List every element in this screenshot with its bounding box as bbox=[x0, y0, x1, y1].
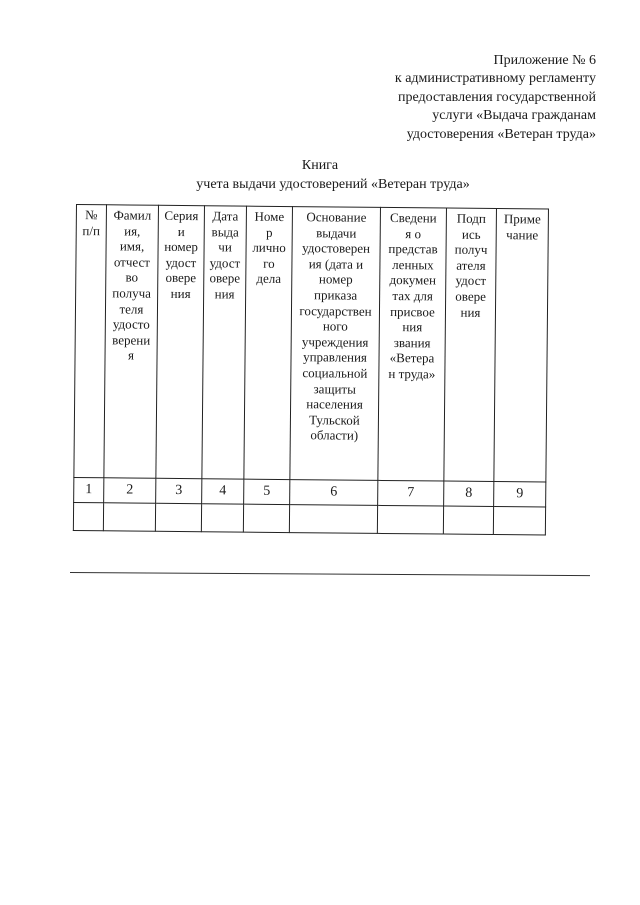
header-cell-line: получ bbox=[454, 241, 488, 258]
header-cell-line: овере bbox=[165, 270, 197, 286]
table-cell bbox=[155, 503, 201, 531]
table-cell bbox=[289, 505, 377, 534]
registry-table bbox=[73, 204, 549, 536]
bottom-divider bbox=[70, 572, 590, 576]
header-cell-line: имя, bbox=[119, 238, 145, 254]
header-cell-line: удост bbox=[165, 254, 197, 270]
header-cell bbox=[378, 207, 447, 481]
header-cell bbox=[290, 207, 381, 481]
appendix-line: предоставления государственной bbox=[397, 89, 596, 105]
column-number-cell: 2 bbox=[104, 478, 156, 503]
header-cell-line: номер bbox=[318, 271, 353, 288]
header-cell-line: удостоверен bbox=[302, 240, 371, 257]
header-cell-line: Дата bbox=[212, 208, 239, 224]
header-cell-line: ния bbox=[214, 286, 235, 302]
header-cell-line: области) bbox=[310, 427, 359, 444]
header-cell-line: чание bbox=[506, 226, 539, 243]
header-cell-line: лично bbox=[252, 239, 286, 256]
header-cell-line: Сведени bbox=[389, 210, 437, 226]
header-cell-line: Основание bbox=[306, 209, 367, 225]
header-cell-line: ния bbox=[170, 285, 191, 302]
table-cell bbox=[377, 505, 443, 534]
header-cell-line: ного bbox=[322, 318, 348, 334]
header-cell-line: Номе bbox=[254, 208, 285, 224]
header-cell-line: во bbox=[125, 269, 139, 285]
header-cell-line: чи bbox=[218, 239, 232, 255]
header-cell-line: Приме bbox=[503, 211, 541, 227]
header-cell-line: верени bbox=[112, 332, 151, 348]
header-cell-line: населения bbox=[306, 396, 363, 412]
header-cell-line: овере bbox=[455, 288, 487, 304]
header-cell-line: р bbox=[265, 224, 273, 240]
column-number-cell: 8 bbox=[444, 481, 494, 506]
header-cell-line: н труда» bbox=[388, 365, 436, 382]
header-cell-line: отчест bbox=[113, 254, 151, 270]
header-cell bbox=[74, 205, 107, 478]
header-cell-line: и bbox=[177, 223, 185, 239]
header-cell-line: докумен bbox=[389, 272, 437, 288]
header-cell-line: п/п bbox=[82, 222, 101, 238]
column-number-cell: 3 bbox=[156, 478, 202, 503]
header-cell-line: ись bbox=[461, 226, 481, 242]
header-cell-line: Подп bbox=[456, 210, 486, 226]
column-number-cell: 9 bbox=[494, 482, 546, 507]
header-cell-line: овере bbox=[209, 270, 241, 286]
table-cell bbox=[243, 504, 289, 532]
header-cell-line: выда bbox=[211, 223, 239, 240]
header-cell-line: теля bbox=[119, 300, 144, 317]
header-cell-line: получа bbox=[112, 285, 152, 301]
header-cell-line: ия (дата и bbox=[308, 256, 364, 272]
appendix-line: услуги «Выдача гражданам bbox=[432, 108, 596, 124]
appendix-line: Приложение № 6 bbox=[493, 53, 596, 68]
book-title: Книга bbox=[301, 158, 339, 173]
header-cell bbox=[156, 205, 205, 478]
table-cell bbox=[73, 502, 103, 530]
header-cell-line: ния bbox=[402, 319, 423, 335]
header-cell-line: «Ветера bbox=[389, 350, 435, 366]
header-cell-line: тах для bbox=[392, 288, 433, 304]
table-cell bbox=[103, 503, 155, 531]
appendix-line: к административному регламенту bbox=[394, 71, 596, 87]
header-cell-line: удосто bbox=[112, 316, 150, 332]
header-cell-line: удост bbox=[455, 273, 487, 289]
table-row bbox=[73, 502, 545, 535]
header-cell-line: защиты bbox=[313, 380, 356, 397]
appendix-line: удостоверения «Ветеран труда» bbox=[406, 126, 596, 142]
header-cell-line: социальной bbox=[302, 365, 368, 381]
header-cell-line: ателя bbox=[456, 257, 486, 273]
header-cell-line: Фамил bbox=[113, 207, 152, 223]
header-cell-line: номер bbox=[164, 239, 199, 255]
book-subtitle: учета выдачи удостоверений «Ветеран труда» bbox=[196, 177, 470, 192]
header-cell-line: учреждения bbox=[301, 333, 369, 350]
header-cell-line: ия, bbox=[124, 223, 141, 239]
header-cell-line: звания bbox=[393, 334, 431, 351]
header-cell-line: Серия bbox=[164, 207, 199, 224]
header-cell bbox=[104, 205, 159, 478]
header-cell-line: приказа bbox=[313, 287, 358, 303]
header-cell-line: я о bbox=[405, 225, 422, 241]
column-number-cell: 1 bbox=[74, 477, 104, 502]
header-cell bbox=[202, 206, 247, 479]
book-title-block bbox=[0, 156, 640, 194]
column-number-cell: 6 bbox=[290, 480, 378, 506]
header-cell-line: удост bbox=[209, 255, 241, 271]
header-cell-line: управления bbox=[303, 349, 368, 366]
table-header-row bbox=[74, 205, 549, 483]
column-number-cell: 4 bbox=[202, 479, 244, 504]
appendix-header bbox=[395, 52, 596, 144]
table-cell bbox=[443, 506, 493, 534]
header-cell-line: го bbox=[263, 255, 275, 271]
table-cell bbox=[493, 507, 545, 535]
table-cell bbox=[201, 504, 243, 532]
header-cell-line: представ bbox=[388, 241, 438, 257]
header-cell-line: Тульской bbox=[309, 411, 360, 428]
header-cell-line: дела bbox=[256, 271, 282, 287]
header-cell bbox=[494, 209, 549, 482]
header-cell-line: выдачи bbox=[316, 224, 357, 241]
header-cell-line: я bbox=[127, 347, 135, 363]
header-cell-line: государствен bbox=[299, 302, 372, 319]
header-cell-line: ленных bbox=[392, 256, 434, 273]
header-cell-line: ния bbox=[460, 304, 481, 320]
header-cell-line: присвое bbox=[390, 303, 435, 320]
header-cell-line: № bbox=[85, 207, 98, 223]
header-cell bbox=[444, 208, 497, 481]
header-cell bbox=[244, 206, 293, 479]
column-number-cell: 5 bbox=[244, 479, 290, 504]
column-number-cell: 7 bbox=[378, 480, 444, 506]
